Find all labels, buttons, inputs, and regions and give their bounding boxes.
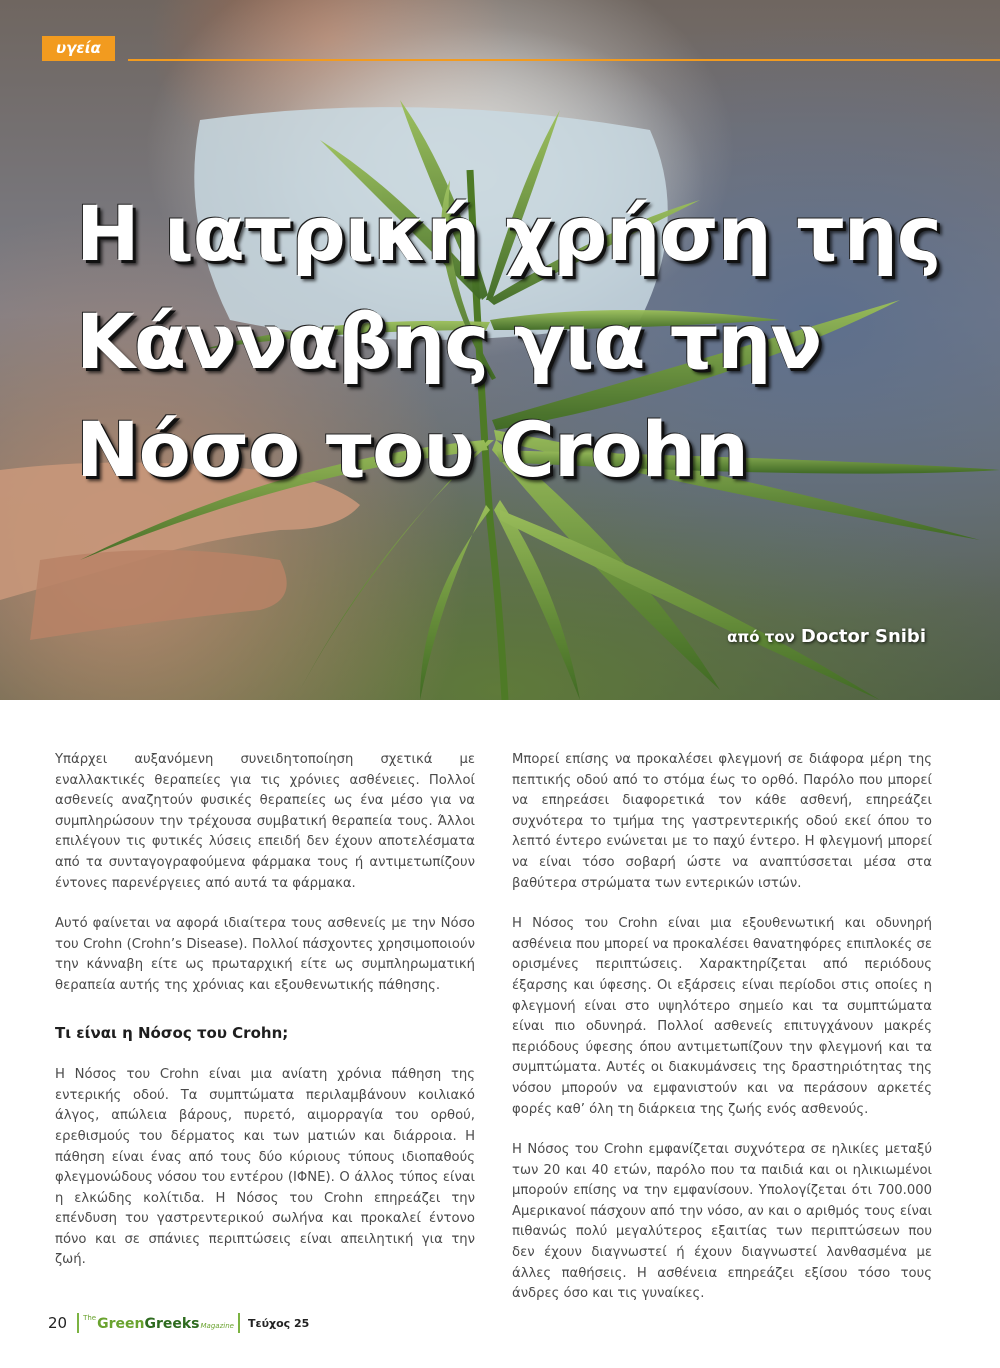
paragraph: Μπορεί επίσης να προκαλέσει φλεγμονή σε διάφορα μέρη της πεπτικής οδού από το στόμα έως το ορθό. Παρόλο που μπορεί να επηρεάσει διαφορετικά τον κάθε ασθενή, επηρεάζει συχνότερα το τμήμα της γαστρεντερικής οδού εκεί όπου το λεπτό έντερο ενώνεται με το παχύ έντερο. Η φλεγμονή μπορεί να είναι τόσο σοβαρή ώστε να αναπτύσσεται μέσα στα βαθύτερα στρώματα των εντερικών ιστών. <box>512 752 932 891</box>
byline-prefix: από τον <box>727 628 795 646</box>
logo-magazine: Magazine <box>200 1322 234 1330</box>
logo-greeks: Greeks <box>144 1316 200 1332</box>
title-line-1: Η ιατρική χρήση της <box>76 189 941 278</box>
logo-the: The <box>83 1314 97 1322</box>
paragraph: Η Νόσος του Crohn είναι μια ανίατη χρόνια πάθηση της εντερικής οδού. Τα συμπτώματα περιλαμβάνουν κοιλιακό άλγος, απώλεια βάρους, πυρετό, αιμορραγία του ορθού, ερεθισμούς του δέρματος και των ματιών και διάρροια. Η πάθηση είναι ένας από τους δύο κύριους τύπους ιδιοπαθούς φλεγμονώδους νόσου του εντέρου (ΙΦΝΕ). Ο άλλος τύπος είναι η ελκώδης κολίτιδα. Η Νόσος του Crohn επηρεάζει την επένδυση του γαστρεντερικού σωλήνα και προκαλεί έντονο πόνο και σε σπάνιες περιπτώσεις είναι απειλητική για την ζωή. <box>55 1067 475 1268</box>
paragraph: Η Νόσος του Crohn εμφανίζεται συχνότερα σε ηλικίες μεταξύ των 20 και 40 ετών, παρόλο που τα παιδιά και οι ηλικιωμένοι μπορούν επίσης να την εμφανίσουν. Υπολογίζεται ότι 700.000 Αμερικανοί πάσχουν από την νόσο, αν και ο αριθμός τους είναι πιθανώς πολύ μεγαλύτερος εξαιτίας των περιπτώσεων που δεν έχουν διαγνωστεί ή έχουν διαγνωστεί λανθασμένα με άλλες παθήσεις. Η ασθένεια επηρεάζει εξίσου τόσο τους άνδρες όσο και τις γυναίκες. <box>512 1142 932 1302</box>
issue-number: Τεύχος 25 <box>247 1316 310 1330</box>
article-title <box>76 180 976 504</box>
left-column <box>55 750 475 1291</box>
byline-author: Doctor Snibi <box>800 626 926 647</box>
footer-divider <box>77 1313 79 1333</box>
paragraph: Η Νόσος του Crohn είναι μια εξουθενωτική και οδυνηρή ασθένεια που μπορεί να προκαλέσει θανατηφόρες επιπλοκές σε ορισμένες περιπτώσεις. Χαρακτηρίζεται από περιόδους έξαρσης και ύφεσης. Οι εξάρσεις είναι περίοδοι στις οποίες η φλεγμονή είναι στο υψηλότερο σημείο και τα συμπτώματα είναι πιο οδυνηρά. Πολλοί ασθενείς επιτυγχάνουν μακρές περιόδους ύφεσης όπου αντιμετωπίζουν την φλεγμονή και τα συμπτώματα. Αυτές οι διακυμάνσεις της δραστηριότητας της νόσου μπορούν να εμφανιστούν και να περάσουν αρκετές φορές καθ’ όλη τη διάρκεια της ζωής ενός ασθενούς. <box>512 916 932 1117</box>
magazine-logo <box>83 1315 234 1331</box>
logo-green: Green <box>97 1316 145 1332</box>
section-tag: υγεία <box>42 36 115 61</box>
footer-divider <box>238 1313 240 1333</box>
paragraph: Υπάρχει αυξανόμενη συνειδητοποίηση σχετικά με εναλλακτικές θεραπείες για τις χρόνιες ασθένειες. Πολλοί ασθενείς αναζητούν φυσικές θεραπείες ως ένα μέσο για να συμπληρώσουν την τρέχουσα συμβατική θεραπεία τους. Άλλοι επιλέγουν τις φυτικές λύσεις επειδή δεν έχουν αποτελέσματα από τα συνταγογραφούμενα φάρμακα τους ή αντιμετωπίζουν έντονες παρενέργειες από αυτά τα φάρμακα. <box>55 752 475 891</box>
byline <box>727 626 926 647</box>
paragraph: Αυτό φαίνεται να αφορά ιδιαίτερα τους ασθενείς με την Νόσο του Crohn (Crohn’s Disease). Πολλοί πάσχοντες χρησιμοποιούν την κάνναβη είτε ως πρωταρχική είτε ως συμπληρωματική θεραπεία αυτής της χρόνιας και εξουθενωτικής πάθησης. <box>55 916 475 993</box>
right-column <box>512 750 932 1325</box>
page-footer <box>48 1312 309 1334</box>
title-line-3: Νόσο του Crohn <box>76 405 748 494</box>
title-line-2: Κάνναβης για την <box>76 297 822 386</box>
section-heading: Τι είναι η Νόσος του Crohn; <box>55 1023 289 1042</box>
section-rule <box>128 59 1000 61</box>
page-number: 20 <box>48 1314 68 1332</box>
